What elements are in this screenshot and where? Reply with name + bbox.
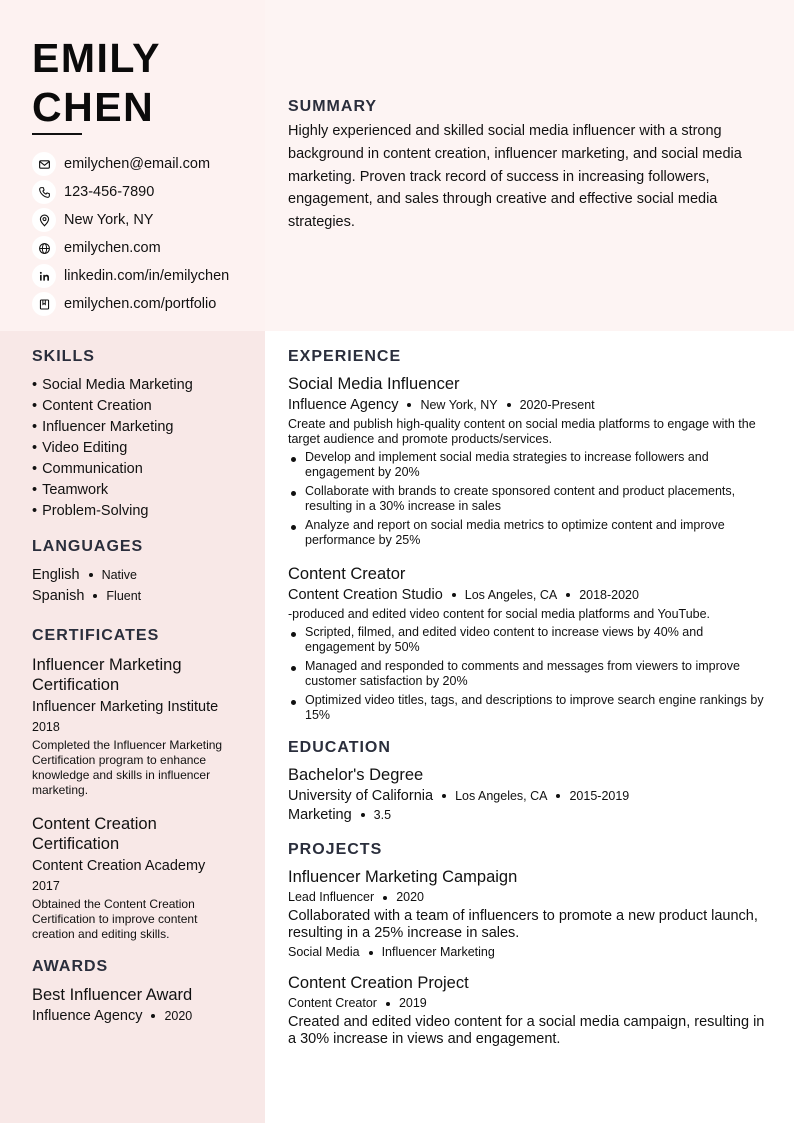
experience-section <box>288 348 773 723</box>
language-name: Spanish <box>32 588 85 604</box>
education-major: Marketing <box>288 807 352 823</box>
name-divider <box>32 133 82 135</box>
project-tag: Social Media <box>288 945 360 959</box>
separator-dot <box>452 593 456 597</box>
certificate-title: Influencer Marketing Certification <box>32 656 182 694</box>
award-title: Best Influencer Award <box>32 986 193 1004</box>
job-location: New York, NY <box>420 398 498 412</box>
awards-heading: AWARDS <box>32 958 109 975</box>
contact-linkedin[interactable] <box>32 262 229 290</box>
phone-icon <box>32 180 56 204</box>
education-major-row <box>288 807 773 823</box>
language-item <box>32 586 242 607</box>
language-item <box>32 565 242 586</box>
certificate-item <box>32 655 242 798</box>
languages-section <box>32 538 242 607</box>
education-meta <box>288 788 773 804</box>
job-bullet: Analyze and report on social media metrics to optimize content and improve performance by 25% <box>288 518 773 548</box>
award-item <box>32 985 242 1024</box>
skill-item: • Communication <box>32 459 242 480</box>
summary-heading: SUMMARY <box>288 98 378 115</box>
job-bullets <box>288 450 773 548</box>
portfolio-icon <box>32 292 56 316</box>
award-year: 2020 <box>164 1009 193 1023</box>
language-level: Native <box>101 568 137 582</box>
certificate-title: Content Creation Certification <box>32 815 157 853</box>
job-bullet: Collaborate with brands to create sponsored content and product placements, resulting in a 30% increase in sales <box>288 484 773 514</box>
skill-item: • Teamwork <box>32 480 242 501</box>
skills-section <box>32 348 242 522</box>
job-description: Create and publish high-quality content on social media platforms to engage with the target audience and promote products/services. <box>288 417 756 446</box>
project-meta <box>288 996 773 1010</box>
project-title: Content Creation Project <box>288 974 469 992</box>
education-dates: 2015-2019 <box>569 789 630 803</box>
award-meta <box>32 1008 242 1024</box>
separator-dot <box>386 1002 390 1006</box>
experience-item <box>288 374 773 548</box>
certificate-desc: Obtained the Content Creation Certification to improve content creation and editing skills. <box>32 897 198 941</box>
globe-icon <box>32 236 56 260</box>
project-role: Content Creator <box>288 996 377 1010</box>
contact-portfolio[interactable] <box>32 290 229 318</box>
contact-location-text: New York, NY <box>64 212 154 228</box>
linkedin-icon <box>32 264 56 288</box>
project-meta <box>288 890 773 904</box>
language-name: English <box>32 567 80 583</box>
skill-item: • Influencer Marketing <box>32 417 242 438</box>
project-tag: Influencer Marketing <box>381 945 495 959</box>
job-dates: 2018-2020 <box>579 588 639 602</box>
summary-text: Highly experienced and skilled social media influencer with a strong background in content creation, influencer marketing, and social media marketing. Proven track record of success in increasing followers, engagement, and sales through creative and effective social media strategies. <box>288 123 742 231</box>
mail-icon <box>32 152 56 176</box>
separator-dot <box>407 403 411 407</box>
certificates-section <box>32 627 242 942</box>
contact-location <box>32 206 229 234</box>
candidate-name <box>32 34 161 132</box>
last-name: CHEN <box>32 84 155 130</box>
job-bullet: Develop and implement social media strategies to increase followers and engagement by 20% <box>288 450 773 480</box>
skill-item: • Content Creation <box>32 396 242 417</box>
project-tags <box>288 945 773 959</box>
projects-heading: PROJECTS <box>288 841 383 858</box>
separator-dot <box>556 794 560 798</box>
skill-item: • Problem-Solving <box>32 501 242 522</box>
job-bullet: Scripted, filmed, and edited video content to increase views by 40% and engagement by 50% <box>288 625 773 655</box>
education-gpa: 3.5 <box>373 808 392 822</box>
contact-portfolio-text: emilychen.com/portfolio <box>64 296 217 312</box>
school-location: Los Angeles, CA <box>455 789 548 803</box>
education-section <box>288 739 773 823</box>
skills-list <box>32 375 242 522</box>
contact-linkedin-text: linkedin.com/in/emilychen <box>64 268 230 284</box>
job-title: Social Media Influencer <box>288 375 460 393</box>
job-bullet: Optimized video titles, tags, and descriptions to improve search engine rankings by 15% <box>288 693 773 723</box>
contact-list <box>32 150 229 318</box>
separator-dot <box>93 594 97 598</box>
certificate-org: Content Creation Academy <box>32 858 206 874</box>
separator-dot <box>361 813 365 817</box>
certificate-year: 2017 <box>32 879 60 893</box>
contact-email-text: emilychen@email.com <box>64 156 211 172</box>
job-company: Content Creation Studio <box>288 587 443 603</box>
school-name: University of California <box>288 788 434 804</box>
certificate-desc: Completed the Influencer Marketing Certification program to enhance knowledge and skills in influencer marketing. <box>32 738 223 797</box>
job-company: Influence Agency <box>288 397 399 413</box>
certificate-item <box>32 814 242 942</box>
certificate-org: Influencer Marketing Institute <box>32 699 219 715</box>
skill-item: • Video Editing <box>32 438 242 459</box>
summary-section <box>288 98 773 234</box>
right-content <box>288 348 773 1048</box>
language-level: Fluent <box>106 589 142 603</box>
awards-section <box>32 958 242 1024</box>
job-bullet: Managed and responded to comments and messages from viewers to improve customer satisfaction by 20% <box>288 659 773 689</box>
contact-email[interactable] <box>32 150 229 178</box>
separator-dot <box>507 403 511 407</box>
projects-section <box>288 841 773 1048</box>
job-description: -produced and edited video content for social media platforms and YouTube. <box>288 607 711 621</box>
project-year: 2019 <box>398 996 427 1010</box>
project-year: 2020 <box>396 890 424 904</box>
contact-website[interactable] <box>32 234 229 262</box>
left-content <box>32 348 242 1024</box>
certificates-heading: CERTIFICATES <box>32 627 160 644</box>
separator-dot <box>89 573 93 577</box>
contact-phone[interactable] <box>32 178 229 206</box>
education-heading: EDUCATION <box>288 739 391 756</box>
separator-dot <box>369 951 373 955</box>
skills-heading: SKILLS <box>32 348 95 365</box>
project-description: Created and edited video content for a social media campaign, resulting in a 30% increase in views and engagement. <box>288 1014 765 1047</box>
job-location: Los Angeles, CA <box>464 588 558 602</box>
job-meta <box>288 397 773 413</box>
job-title: Content Creator <box>288 565 406 583</box>
location-pin-icon <box>32 208 56 232</box>
job-dates: 2020-Present <box>519 398 595 412</box>
certificate-year: 2018 <box>32 720 60 734</box>
contact-phone-text: 123-456-7890 <box>64 184 155 200</box>
project-item <box>288 867 773 959</box>
first-name: EMILY <box>32 35 162 81</box>
separator-dot <box>151 1014 155 1018</box>
job-meta <box>288 587 773 603</box>
project-title: Influencer Marketing Campaign <box>288 868 518 886</box>
separator-dot <box>442 794 446 798</box>
languages-heading: LANGUAGES <box>32 538 144 555</box>
project-description: Collaborated with a team of influencers to promote a new product launch, resulting in a 25% increase in sales. <box>288 908 758 941</box>
experience-heading: EXPERIENCE <box>288 348 402 365</box>
separator-dot <box>383 896 387 900</box>
skill-item: • Social Media Marketing <box>32 375 242 396</box>
degree-title: Bachelor's Degree <box>288 766 424 784</box>
separator-dot <box>566 593 570 597</box>
job-bullets <box>288 625 773 723</box>
contact-website-text: emilychen.com <box>64 240 161 256</box>
experience-item <box>288 564 773 723</box>
education-item <box>288 765 773 823</box>
project-item <box>288 973 773 1048</box>
award-org: Influence Agency <box>32 1008 143 1024</box>
project-role: Lead Influencer <box>288 890 375 904</box>
